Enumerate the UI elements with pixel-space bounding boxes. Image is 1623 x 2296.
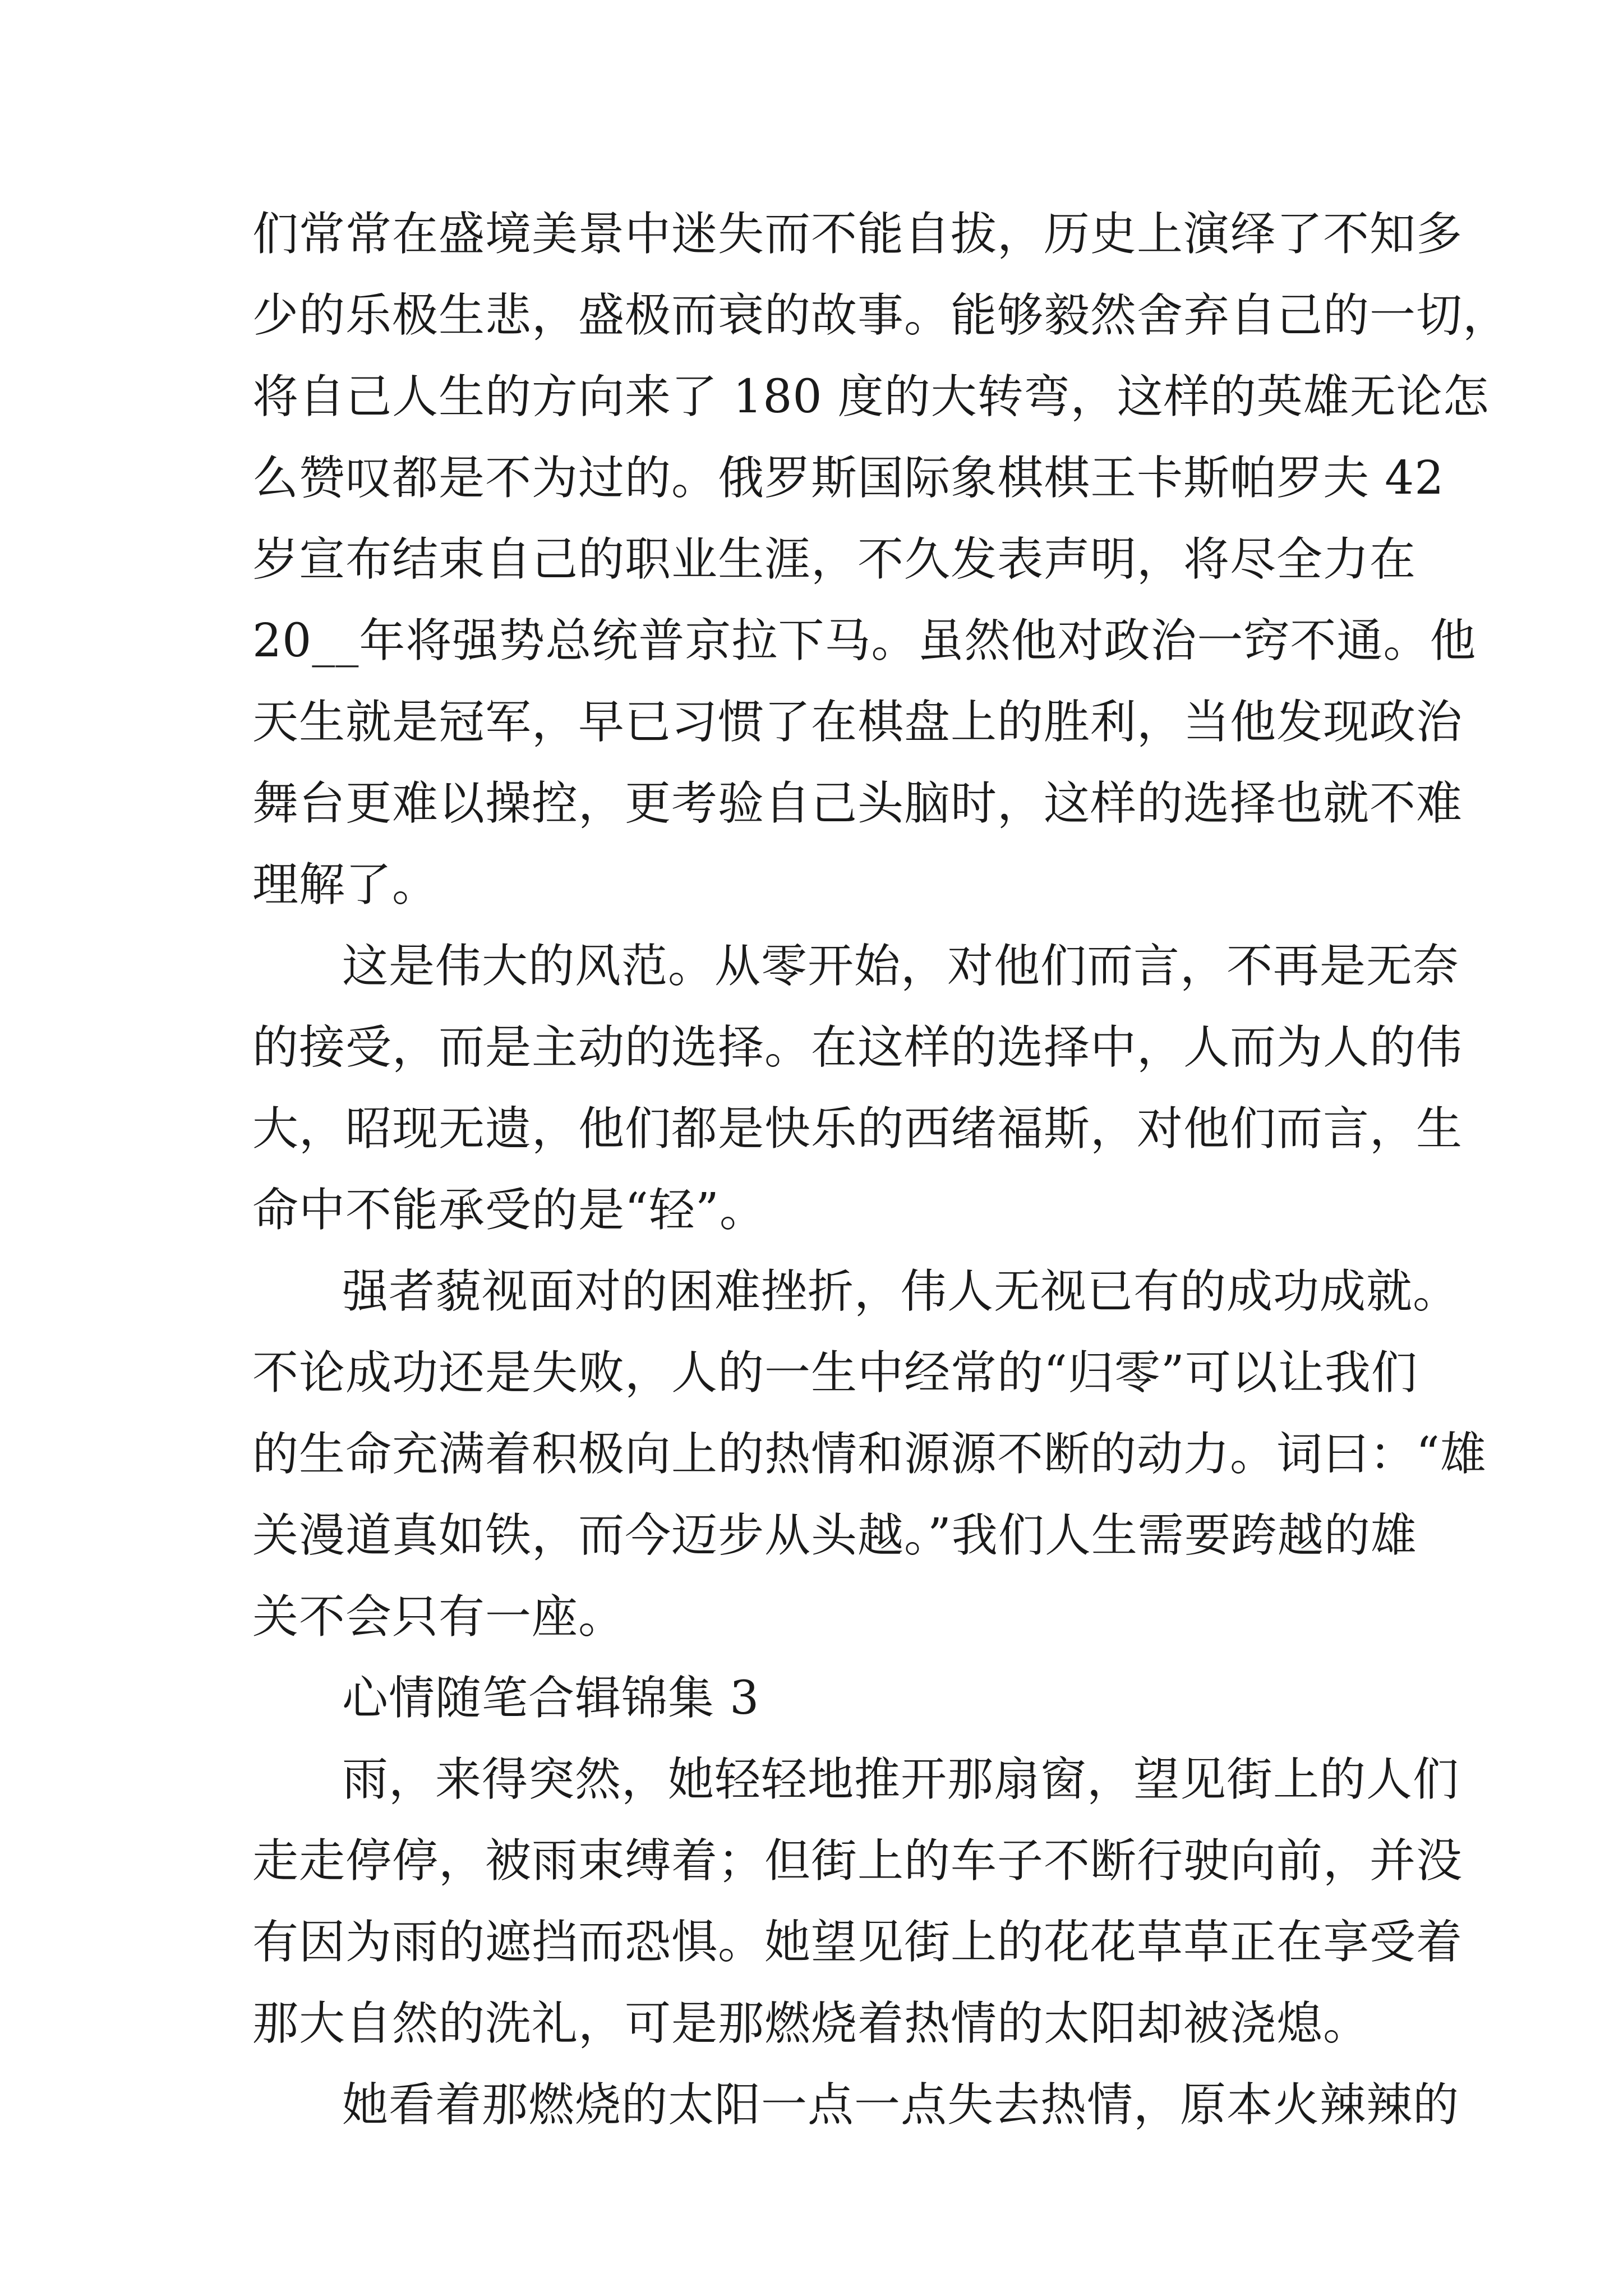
text-line: 命中不能承受的是“轻”。 [252,1184,766,1237]
body-text [252,194,1510,2146]
text-line: 的生命充满着积极向上的热情和源源不断的动力。词曰：“雄 [252,1428,1487,1481]
text-line: 不论成功还是失败，人的一生中经常的“归零”可以让我们 [252,1346,1418,1400]
text-line: 的接受，而是主动的选择。在这样的选择中，人而为人的伟 [252,1021,1463,1074]
text-line: 舞台更难以操控，更考验自己头脑时，这样的选择也就不难 [252,777,1463,830]
text-line: 理解了。 [252,858,439,912]
text-line: 么赞叹都是不为过的。俄罗斯国际象棋棋王卡斯帕罗夫 42 [252,452,1445,505]
text-line: 天生就是冠军，早已习惯了在棋盘上的胜利，当他发现政治 [252,696,1463,749]
text-line: 关不会只有一座。 [252,1590,625,1644]
text-line: 将自己人生的方向来了 180 度的大转弯，这样的英雄无论怎 [252,370,1490,424]
paragraph-start-line: 她看着那燃烧的太阳一点一点失去热情，原本火辣辣的 [342,2078,1460,2132]
section-heading: 心情随笔合辑锦集 3 [342,1672,760,1725]
text-line: 大，昭现无遗，他们都是快乐的西绪福斯，对他们而言，生 [252,1102,1463,1156]
paragraph-start-line: 强者藐视面对的困难挫折，伟人无视已有的成功成就。 [342,1265,1460,1318]
text-line: 岁宣布结束自己的职业生涯，不久发表声明，将尽全力在 [252,533,1417,586]
text-line: 们常常在盛境美景中迷失而不能自拔，历史上演绎了不知多 [252,208,1463,261]
paragraph-start-line: 这是伟大的风范。从零开始，对他们而言，不再是无奈 [342,940,1460,993]
text-line: 少的乐极生悲，盛极而衰的故事。能够毅然舍弃自己的一切， [252,289,1510,342]
text-line: 关漫道真如铁，而今迈步从头越。”我们人生需要跨越的雄 [252,1509,1417,1562]
text-line: 20__年将强势总统普京拉下马。虽然他对政治一窍不通。他 [252,614,1477,668]
paragraph-start-line: 雨，来得突然，她轻轻地推开那扇窗，望见街上的人们 [342,1753,1460,1806]
text-line: 走走停停，被雨束缚着；但街上的车子不断行驶向前，并没 [252,1834,1463,1888]
text-line: 那大自然的洗礼，可是那燃烧着热情的太阳却被浇熄。 [252,1997,1370,2050]
text-line: 有因为雨的遮挡而恐惧。她望见街上的花花草草正在享受着 [252,1916,1463,1969]
